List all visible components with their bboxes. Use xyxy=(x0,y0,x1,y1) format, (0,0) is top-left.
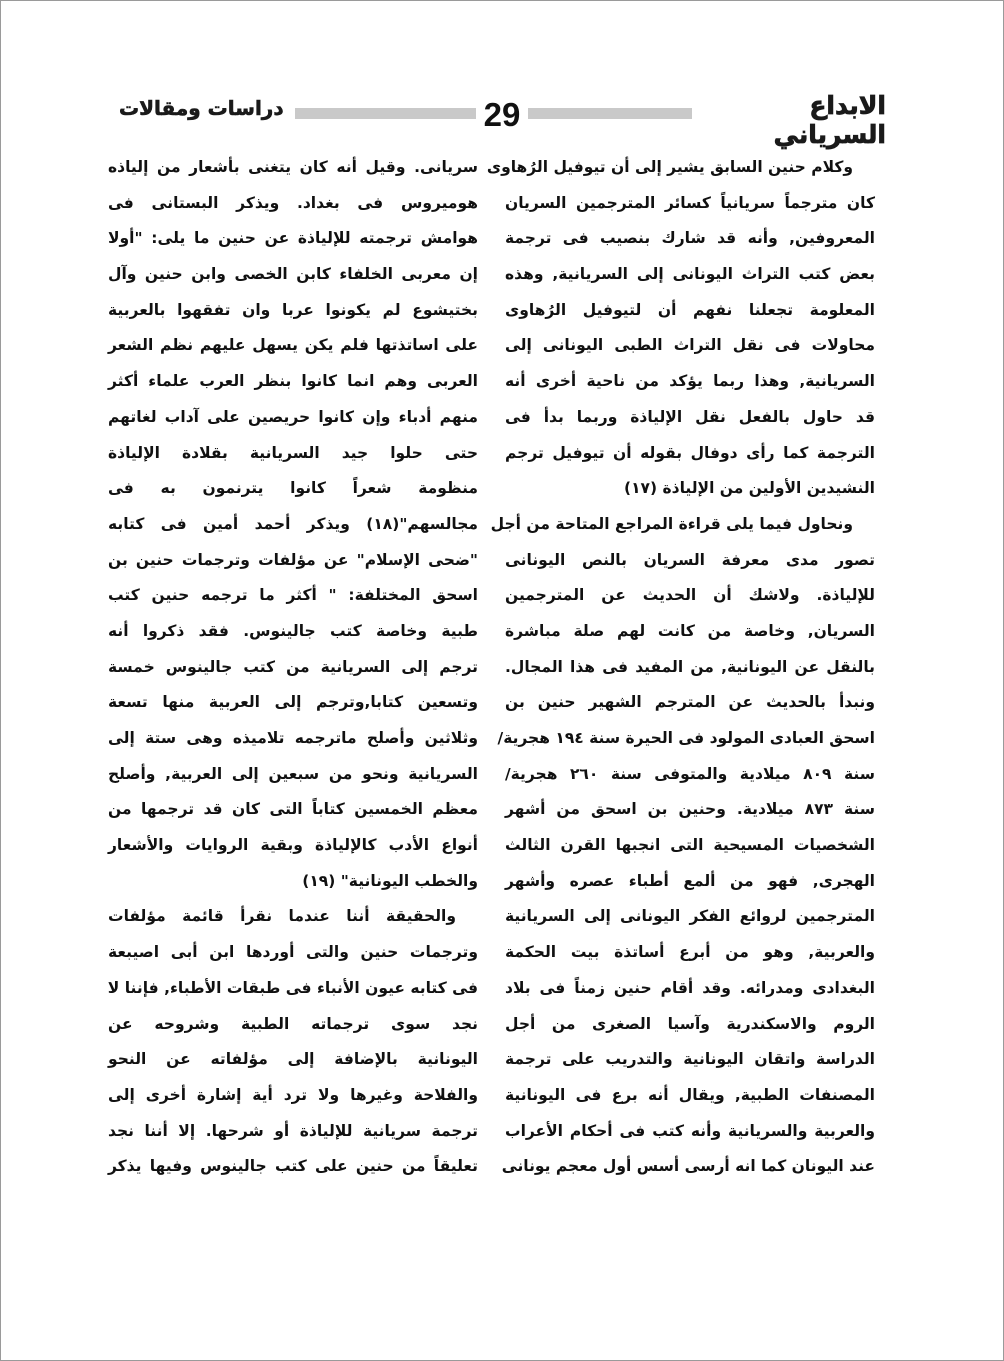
text-line: الشخصيات المسيحية التى انجبها القرن الثالث xyxy=(505,836,875,855)
text-line: أنواع الأدب كالإلياذة وبقية الروايات والأشعار xyxy=(108,836,478,855)
section-title: دراسات ومقالات xyxy=(113,96,295,120)
text-line: سريانى. وقيل أنه كان يتغنى بأشعار من إلياذه xyxy=(108,158,478,176)
text-line: وكلام حنين السابق يشير إلى أن تيوفيل الرُهاوى xyxy=(486,158,853,176)
text-line: الترجمة كما رأى دوفال بقوله أن تيوفيل ترجم xyxy=(505,443,875,462)
text-line: اسحق المختلفة: " أكثر ما ترجمه حنين كتب xyxy=(108,586,478,605)
text-line: كان مترجماً سريانياً كسائر المترجمين السريان xyxy=(505,193,875,212)
text-line: حتى حلوا جيد السريانية بقلادة الإلياذة xyxy=(108,443,478,462)
text-line: البغدادى ومدرائه. وقد أقام حنين زمناً فى بلاد xyxy=(505,978,875,997)
text-line: عند اليونان كما انه أرسى أسس أول معجم يونانى xyxy=(501,1157,875,1176)
text-line: مجالسهم"(١٨) ويذكر أحمد أمين فى كتابه xyxy=(108,514,478,533)
text-line: المعروفين, وأنه قد شارك بنصيب فى ترجمة xyxy=(505,229,875,248)
text-line: ونبدأ بالحديث عن المترجم الشهير حنين بن xyxy=(505,693,875,712)
text-line: فى كتابه عيون الأنباء فى طبقات الأطباء, فإننا لا xyxy=(107,978,478,997)
text-line: سنة ٨٧٣ ميلادية. وحنين بن اسحق من أشهر xyxy=(505,800,876,819)
text-line: اسحق العبادى المولود فى الحيرة سنة ١٩٤ هجرية/ xyxy=(497,729,875,747)
text-line: والعربية, وهو من أبرع أساتذة بيت الحكمة xyxy=(505,943,875,962)
text-line: تعليقاً من حنين على كتب جالينوس وفيها يذكر xyxy=(108,1157,478,1176)
text-line: على اساتذتها فلم يكن يسهل عليهم نظم الشعر xyxy=(108,336,478,355)
text-line: محاولات فى نقل التراث الطبى اليونانى إلى xyxy=(505,336,875,355)
text-line: معظم الخمسين كتاباً التى كان قد ترجمها من xyxy=(108,800,478,819)
text-line: والفلاحة وغيرها ولا ترد أية إشارة أخرى إلى xyxy=(108,1085,478,1104)
text-line: والعربية والسريانية وأنه كتب فى أحكام الأعراب xyxy=(505,1121,875,1140)
text-line: منظومة شعراً كانوا يترنمون به فى xyxy=(108,479,478,498)
text-line: السريان, وخاصة من كانت لهم صلة مباشرة xyxy=(505,621,875,640)
text-line: هوامش ترجمته للإلياذة عن حنين ما يلى: "أولا xyxy=(108,229,478,248)
text-line: نجد سوى ترجماته الطبية وشروحه عن xyxy=(108,1014,478,1033)
text-line: "ضحى الإسلام" عن مؤلفات وترجمات حنين بن xyxy=(108,550,478,569)
text-line: وترجمات حنين والتى أوردها ابن أبى اصيبعة xyxy=(108,943,478,962)
text-line: طبية وخاصة كتب جالينوس. فقد ذكروا أنه xyxy=(108,621,478,640)
text-line: المعلومة تجعلنا نفهم أن لتيوفيل الرُهاوى xyxy=(505,300,875,319)
text-line: ترجم إلى السريانية من كتب جالينوس خمسة xyxy=(108,657,478,676)
header-rule-right xyxy=(528,108,706,119)
journal-title: الابداع السرياني xyxy=(692,91,890,149)
text-line: ترجمة سريانية للإلياذة أو شرحها. إلا أننا نجد xyxy=(108,1121,478,1140)
text-line: وثلاثين وأصلح ماترجمه تلاميذه وهى ستة إلى xyxy=(108,729,478,747)
text-line: الهجرى, فهو من ألمع أطباء عصره وأشهر xyxy=(505,871,875,890)
text-line: الدراسة واتقان اليونانية والتدريب على ترجمة xyxy=(505,1050,875,1069)
text-line: بالنقل عن اليونانية, من المفيد فى هذا المجال. xyxy=(505,657,875,676)
text-line: منهم أدباء وإن كانوا حريصين على آداب لغاتهم xyxy=(108,407,478,426)
text-line: ونحاول فيما يلى قراءة المراجع المتاحة من أجل xyxy=(490,514,853,533)
text-line: العربى وهم انما كانوا بنظر العرب علماء أكثر xyxy=(108,372,478,391)
text-line: سنة ٨٠٩ ميلادية والمتوفى سنة ٢٦٠ هجرية/ xyxy=(505,764,875,783)
page-number: 29 xyxy=(476,96,528,134)
text-line: تصور مدى معرفة السريان بالنص اليونانى xyxy=(505,550,875,569)
right-text-column xyxy=(486,150,876,1185)
text-line: قد حاول بالفعل نقل الإلياذة وربما بدأ فى xyxy=(505,407,875,426)
text-line: بعض كتب التراث اليونانى إلى السريانية, وهذه xyxy=(505,265,875,284)
text-line: السريانية, وهذا ربما يؤكد من ناحية أخرى أنه xyxy=(505,372,875,391)
text-line: المترجمين لروائع الفكر اليونانى إلى السريانية xyxy=(505,907,875,926)
text-line: الروم والاسكندرية وآسيا الصغرى من أجل xyxy=(505,1014,875,1033)
text-line: هوميروس فى بغداد. ويذكر البستانى فى xyxy=(108,193,478,212)
text-line: وتسعين كتابا,وترجم إلى العربية منها تسعة xyxy=(108,693,478,712)
text-line: والخطب اليونانية" (١٩) xyxy=(302,871,478,890)
text-line: السريانية ونحو من سبعين إلى العربية, وأصلح xyxy=(108,764,478,783)
left-text-column xyxy=(108,150,478,1185)
text-line: إن معربى الخلفاء كابن الخصى وابن حنين وآل xyxy=(108,265,478,284)
text-line: المصنفات الطبية, ويقال أنه برع فى اليونانية xyxy=(505,1085,875,1104)
text-line: والحقيقة أننا عندما نقرأ قائمة مؤلفات xyxy=(108,907,456,926)
text-line: بختيشوع لم يكونوا عربا وان تفقهوا بالعربية xyxy=(108,300,478,319)
text-line: النشيدين الأولين من الإلياذة (١٧) xyxy=(623,479,875,498)
text-line: اليونانية بالإضافة إلى مؤلفاته عن النحو xyxy=(108,1050,478,1069)
text-line: للإلياذة. ولاشك أن الحديث عن المترجمين xyxy=(505,586,875,605)
